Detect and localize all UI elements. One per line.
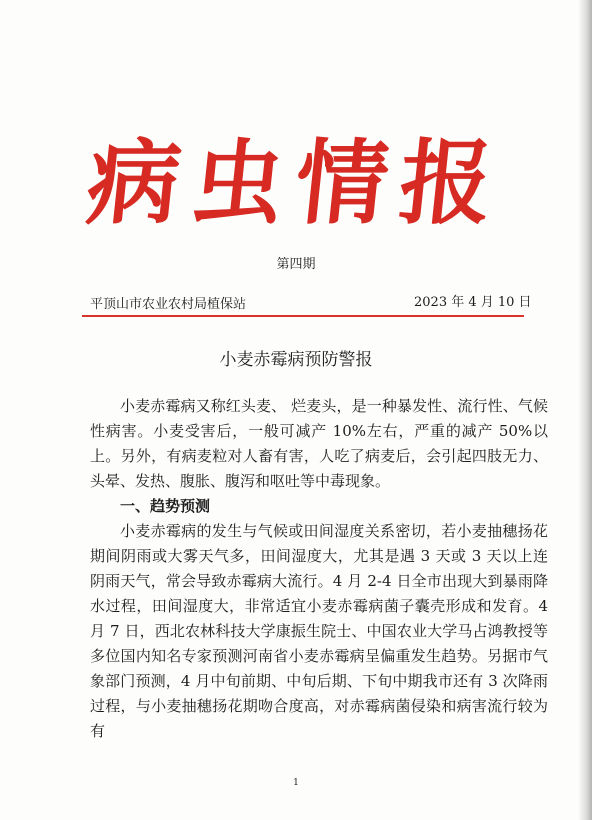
masthead-title [0, 128, 592, 238]
red-divider-line [82, 315, 524, 317]
issuing-organization: 平顶山市农业农村局植保站 [90, 297, 247, 312]
trend-paragraph: 小麦赤霉病的发生与气候或田间湿度关系密切，若小麦抽穗扬花期间阴雨或大雾天气多，田间湿度大，尤其是遇 3 天或 3 天以上连阴雨天气，常会导致赤霉病大流行。4 月 2-4 日全市出现大到暴雨降水过程，田间湿度大，非常适宜小麦赤霉病菌子囊壳形成和发育。4 月 7 日，西北农林科技大学康振生院士、中国农业大学马占鸿教授等多位国内知名专家预测河南省小麦赤霉病呈偏重发生趋势。另据市气象部门预测，4 月中旬前期、中旬后期、下旬中期我市还有 3 次降雨过程，与小麦抽穗扬花期吻合度高，对赤霉病菌侵染和病害流行较为有 [90, 522, 548, 740]
page-number: 1 [293, 778, 299, 788]
issue-date: 2023 年 4 月 10 日 [414, 295, 532, 310]
masthead-char-2: 虫 [186, 129, 302, 237]
intro-paragraph: 小麦赤霉病又称红头麦、 烂麦头，是一种暴发性、流行性、气候性病害。小麦受害后，一般可减产 10%左右，严重的减产 50%以上。另外，有病麦粒对人畜有害，人吃了病麦后，会引起四肢无力、头晕、发热、腹胀、腹泻和呕吐等中毒现象。 [90, 397, 548, 490]
article-body [90, 394, 548, 744]
masthead-char-1: 病 [82, 129, 198, 237]
masthead-char-4: 报 [394, 129, 510, 237]
masthead-char-3: 情 [290, 129, 406, 237]
issue-number: 第四期 [276, 257, 316, 272]
article-title: 小麦赤霉病预防警报 [219, 350, 373, 370]
scan-shadow-edge [578, 0, 592, 820]
section-heading-trend: 一、趋势预测 [120, 497, 211, 515]
